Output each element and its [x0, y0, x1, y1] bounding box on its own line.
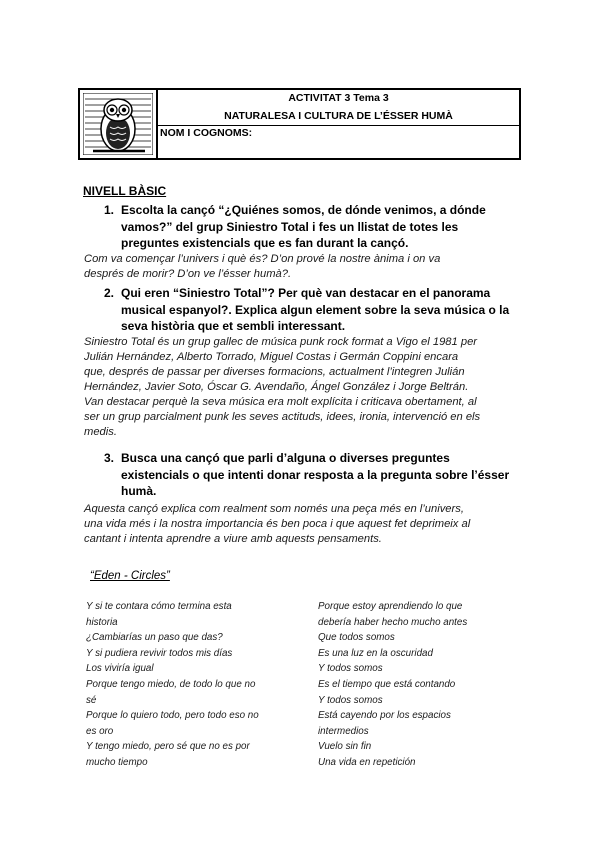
question-line: seva història que et sembli interessant.: [121, 319, 346, 333]
answer-line: Van destacar perquè la seva música era molt explícita i criticava obertament, al: [84, 396, 477, 408]
lyric-line: Está cayendo por los espacios: [318, 710, 451, 722]
answer-line: Aquesta cançó explica com realment som només una peça més en l’univers,: [84, 503, 464, 515]
lyric-line: Y todos somos: [318, 663, 383, 675]
activity-title: ACTIVITAT 3 Tema 3: [288, 92, 389, 104]
level-heading: NIVELL BÀSIC: [83, 184, 167, 198]
question-line: Busca una cançó que parli d’alguna o diverses preguntes: [121, 451, 450, 465]
question-2: [104, 285, 515, 335]
answer-1: [84, 252, 440, 282]
answer-line: cantant i intenta aprendre a viure amb aquests pensaments.: [84, 533, 382, 545]
lyric-line: mucho tiempo: [86, 756, 148, 768]
question-line: vamos?” del grup Siniestro Total i fes un llistat de totes les: [121, 219, 459, 234]
activity-subtitle: NATURALESA I CULTURA DE L’ÉSSER HUMÀ: [158, 107, 519, 126]
answer-line: que, després de passar per diverses formacions, actualment l’integren Julián: [84, 366, 465, 378]
lyric-line: intermedios: [318, 725, 369, 737]
lyric-line: Porque tengo miedo, de todo lo que no: [86, 678, 256, 690]
answer-line: una vida més i la nostra importancia és ben poca i que aquest fet deprimeix al: [84, 518, 471, 530]
answer-3: [84, 502, 470, 547]
lyric-line: debería haber hecho mucho antes: [318, 616, 468, 628]
question-line: preguntes existencials que es fan durant la cançó.: [121, 236, 409, 250]
lyric-line: Es una luz en la oscuridad: [318, 647, 433, 659]
question-line: humà.: [121, 484, 157, 498]
lyric-line: Vuelo sin fin: [318, 741, 372, 753]
lyric-line: Los viviría igual: [86, 663, 154, 675]
answer-line: medis.: [84, 426, 117, 438]
answer-line: Julián Hernández, Alberto Torrado, Miguel Costas i Germán Coppini encara: [84, 351, 459, 363]
lyric-line: Y si pudiera revivir todos mis días: [86, 647, 233, 659]
lyric-line: es oro: [86, 725, 114, 737]
lyric-line: Es el tiempo que está contando: [318, 678, 456, 690]
question-1: [104, 202, 515, 252]
answer-line: Com va començar l’univers i què és? D’on prové la nostre ànima i on va: [84, 253, 441, 265]
song-title: “Eden - Circles”: [90, 570, 170, 582]
question-line: musical espanyol?. Explica algun element sobre la seva música o la: [121, 302, 510, 317]
owl-logo-icon: [83, 93, 153, 155]
name-field-label: NOM I COGNOMS:: [160, 127, 253, 139]
question-line: Qui eren “Siniestro Total”? Per què van destacar en el panorama: [121, 286, 491, 300]
lyric-line: Porque estoy aprendiendo lo que: [318, 601, 463, 612]
lyrics-right-column: [318, 599, 467, 771]
lyric-line: Porque lo quiero todo, pero todo eso no: [86, 710, 259, 722]
lyric-line: ¿Cambiarías un paso que das?: [86, 632, 223, 644]
lyric-line: Que todos somos: [318, 632, 395, 644]
lyric-line: sé: [86, 694, 97, 706]
answer-2: [84, 335, 480, 440]
question-number: 2.: [104, 286, 115, 300]
lyric-line: Y todos somos: [318, 694, 383, 706]
question-line: Escolta la cançó “¿Quiénes somos, de dónde venimos, a dónde: [121, 203, 486, 217]
answer-line: ser un grup parcialment punk les seves actituds, idees, ironia, intervenció en els: [84, 411, 481, 423]
lyric-line: Y si te contara cómo termina esta: [86, 601, 232, 612]
header-table: [78, 88, 521, 160]
answer-line: Siniestro Total és un grup gallec de música punk rock format a Vigo el 1981 per: [84, 336, 478, 348]
lyric-line: historia: [86, 616, 118, 628]
lyric-line: Y tengo miedo, pero sé que no es por: [86, 741, 250, 753]
question-3: [104, 450, 515, 500]
lyric-line: Una vida en repetición: [318, 756, 416, 768]
lyrics-left-column: [86, 599, 259, 771]
logo-cell: [80, 90, 158, 158]
answer-line: Hernández, Javier Soto, Óscar G. Avendaño, Ángel González i Jorge Beltrán.: [84, 381, 469, 393]
question-number: 3.: [104, 451, 115, 465]
answer-line: després de morir? D’on ve l’ésser humà?.: [84, 268, 292, 280]
question-line: existencials o que intenti donar resposta a la pregunta sobre l’ésser: [121, 467, 510, 482]
question-number: 1.: [104, 203, 115, 217]
